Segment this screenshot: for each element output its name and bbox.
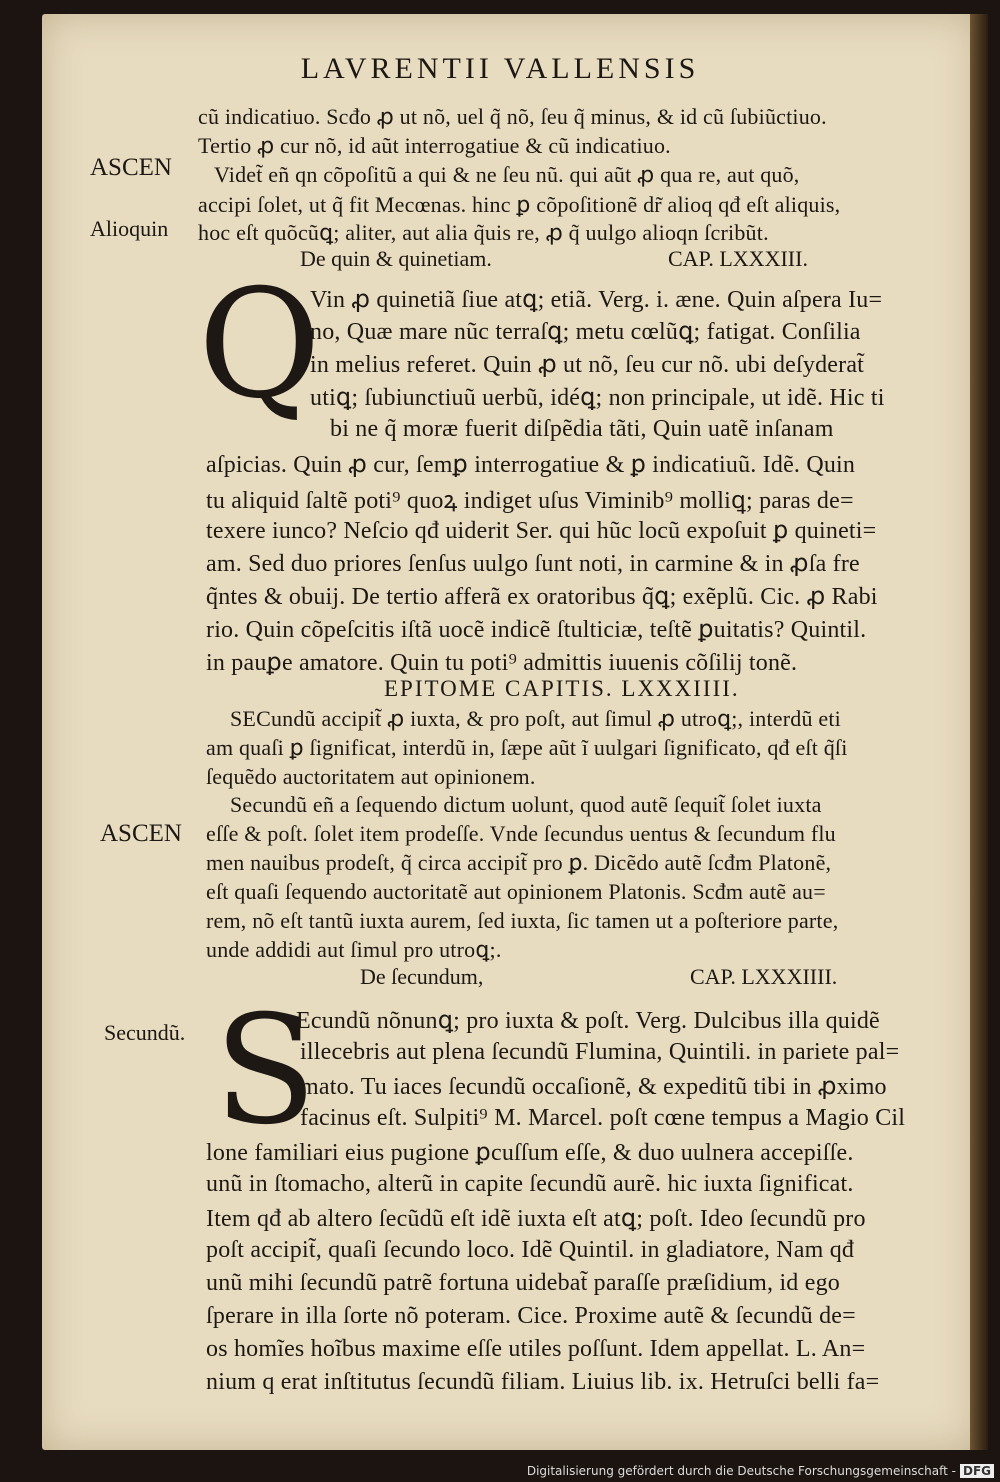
text-line: hoc eſt quõcũꝗ; aliter, aut alia q̃uis re, ꝓ q̃ uulgo alioqn ſcribũt. — [198, 220, 769, 245]
text-line: eſſe & poſt. ſolet item prodeſſe. Vnde ſecundus uentus & ſecundum flu — [206, 821, 836, 846]
digitization-credit — [527, 1464, 994, 1478]
text-line: eſt quaſi ſequendo auctoritatẽ aut opinionem Platonis. Scđm autẽ au= — [206, 879, 826, 904]
text-line: illecebris aut plena ſecundũ Flumina, Quintili. in pariete pal= — [300, 1039, 900, 1065]
text-line: accipi ſolet, ut q̃ fit Mecœnas. hinc ꝑ cõpoſitionẽ dr̃ alioq qđ eſt aliquis, — [198, 192, 841, 217]
text-line: poſt accipit̃, quaſi ſecundo loco. Idẽ Quintil. in gladiatore, Nam qđ — [206, 1237, 855, 1263]
text-line: Videt̃ eñ qn cõpoſitũ a qui & ne ſeu nũ. qui aũt ꝓ qua re, aut quõ, — [214, 162, 800, 187]
text-line: bi ne q̃ moræ fuerit diſpẽdia tãti, Quin uatẽ inſanam — [330, 416, 834, 442]
text-line: mato. Tu iaces ſecundũ occaſionẽ, & expeditũ tibi in ꝓximo — [300, 1074, 887, 1100]
text-line: am quaſi ꝑ ſignificat, interdũ in, ſæpe aũt ĩ uulgari ſignificato, qđ eſt q̃ſi — [206, 735, 848, 760]
text-line: q̃ntes & obuij. De tertio afferã ex oratoribus q̃ꝗ; exẽplũ. Cic. ꝓ Rabi — [206, 584, 878, 610]
text-line: os homĩes hoĩbus maxime eſſe utiles poſſunt. Idem appellat. L. An= — [206, 1336, 866, 1362]
text-line: utiꝗ; ſubiunctiuũ uerbũ, idéꝗ; non principale, ut idẽ. Hic ti — [310, 385, 885, 411]
text-line: Vin ꝓ quinetiã ſiue atꝗ; etiã. Verg. i. æne. Quin aſpera Iu= — [310, 287, 883, 313]
chapter-heading-number: CAP. LXXXIII. — [668, 246, 808, 271]
book-gutter — [970, 14, 988, 1450]
text-line: in melius referet. Quin ꝓ ut nõ, ſeu cur nõ. ubi deſyderat̃ — [310, 352, 865, 378]
credit-text: Digitalisierung gefördert durch die Deutsche Forschungsgemeinschaft - — [526, 1464, 956, 1478]
text-line: texere iunco? Neſcio qđ uiderit Ser. qui hũc locũ expoſuit ꝑ quineti= — [206, 518, 877, 544]
text-line: unũ mihi ſecundũ patrẽ fortuna uidebat̃ paraſſe præſidium, id ego — [206, 1270, 840, 1296]
decorated-initial-s: S — [214, 984, 317, 1158]
text-line: Tertio ꝓ cur nõ, id aũt interrogatiue & cũ indicatiuo. — [198, 133, 671, 158]
text-line: nium q erat inſtitutus ſecundũ filiam. Liuius lib. ix. Hetruſci belli fa= — [206, 1369, 880, 1395]
dfg-logo: DFG — [960, 1464, 994, 1478]
text-line: in pauꝑe amatore. Quin tu poti⁹ admittis iuuenis cõſilij tonẽ. — [206, 650, 798, 676]
text-line: rem, nõ eſt tantũ iuxta aurem, ſed iuxta, ſic tamen ut a poſteriore parte, — [206, 908, 839, 933]
text-line: lone familiari eius pugione ꝑcuſſum eſſe, & duo uulnera accepiſſe. — [206, 1140, 854, 1166]
chapter-heading-title: De ſecundum, — [360, 964, 484, 989]
chapter-heading-title: De quin & quinetiam. — [300, 246, 492, 271]
text-line: unũ in ſtomacho, alterũ in capite ſecundũ aurẽ. hic iuxta ſignificat. — [206, 1171, 854, 1197]
text-line: cũ indicatiuo. Scđo ꝓ ut nõ, uel q̃ nõ, ſeu q̃ minus, & id cũ ſubiũctiuo. — [198, 104, 827, 129]
text-line: Ecundũ nõnunꝗ; pro iuxta & poſt. Verg. Dulcibus illa quidẽ — [296, 1008, 880, 1034]
chapter-heading-number: CAP. LXXXIIII. — [690, 964, 838, 989]
text-line: aſpicias. Quin ꝓ cur, ſemꝑ interrogatiue & ꝑ indicatiuũ. Idẽ. Quin — [206, 452, 856, 478]
text-line: ſperare in illa ſorte nõ poteram. Cice. Proxime autẽ & ſecundũ de= — [206, 1303, 856, 1329]
text-line: SECundũ accipit̃ ꝓ iuxta, & pro poſt, aut ſimul ꝓ utroꝗ;, interdũ eti — [230, 706, 841, 731]
text-line: am. Sed duo priores ſenſus uulgo ſunt noti, in carmine & in ꝓſa fre — [206, 551, 860, 577]
text-line: facinus eſt. Sulpiti⁹ M. Marcel. poſt cœne tempus a Magio Cil — [300, 1105, 906, 1131]
text-line: rio. Quin cõpeſcitis iſtã uocẽ indicẽ ſtulticiæ, teſtẽ ꝑuitatis? Quintil. — [206, 617, 867, 643]
text-line: unde addidi aut ſimul pro utroꝗ;. — [206, 937, 502, 962]
running-header: LAVRENTII VALLENSIS — [300, 52, 700, 85]
margin-note-secundu: Secundũ. — [104, 1020, 186, 1045]
text-line: tu aliquid ſaltẽ poti⁹ quoꝝ indiget uſus Viminib⁹ molliꝗ; paras de= — [206, 488, 854, 514]
text-line: no, Quæ mare nũc terraſꝗ; metu cœlũꝗ; fatigat. Conſilia — [310, 319, 861, 345]
text-line: ſequẽdo auctoritatem aut opinionem. — [206, 764, 536, 789]
margin-note-ascen: ASCEN — [100, 820, 182, 847]
text-line: men nauibus prodeſt, q̃ circa accipit̃ pro ꝑ. Dicẽdo autẽ ſcđm Platonẽ, — [206, 850, 832, 875]
decorated-initial-q: Q — [198, 258, 321, 432]
text-line: Secundũ eñ a ſequendo dictum uolunt, quod autẽ ſequit̃ ſolet iuxta — [230, 792, 822, 817]
epitome-heading: EPITOME CAPITIS. LXXXIIII. — [384, 676, 740, 701]
margin-note-alioquin: Alioquin — [90, 216, 169, 241]
text-line: Item qđ ab altero ſecũdũ eſt idẽ iuxta eſt atꝗ; poſt. Ideo ſecundũ pro — [206, 1206, 866, 1232]
margin-note-ascen: ASCEN — [90, 154, 172, 181]
